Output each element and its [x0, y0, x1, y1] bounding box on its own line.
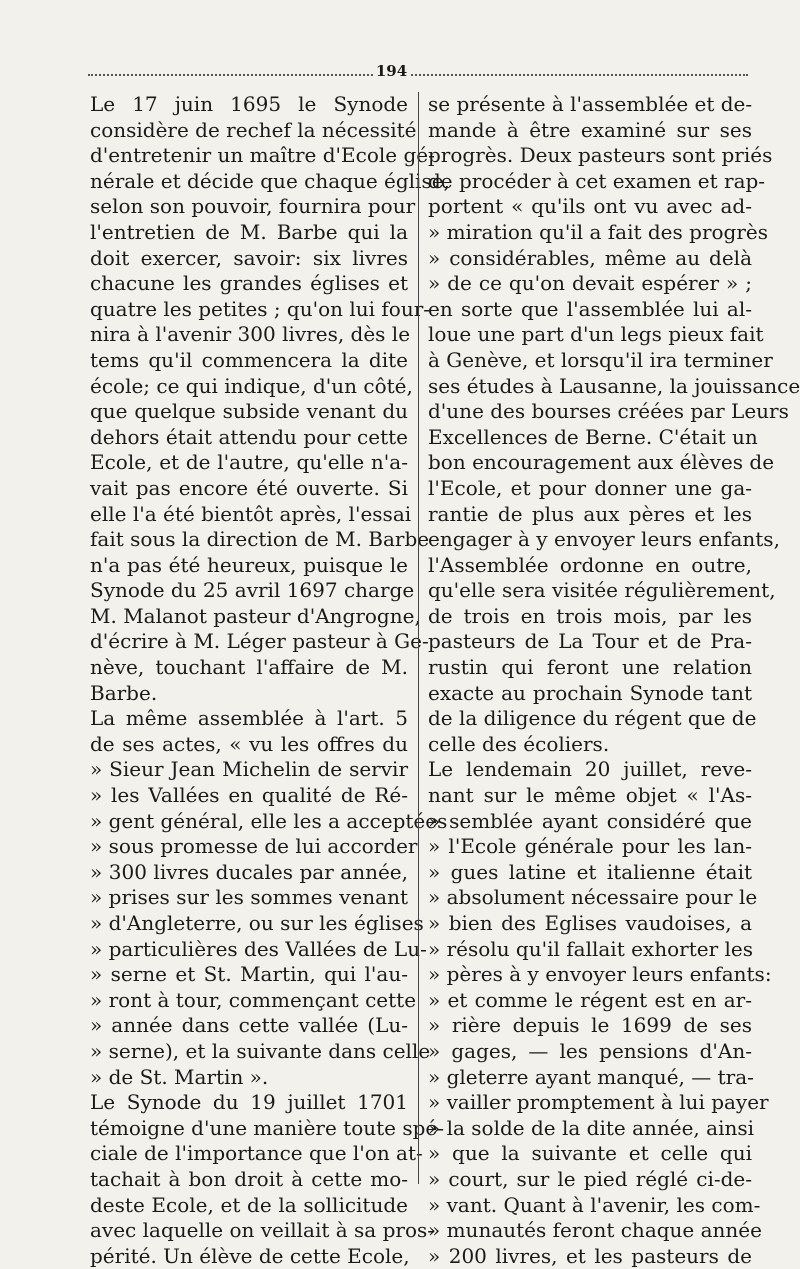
text-line: M. Malanot pasteur d'Angrogne,: [90, 603, 421, 628]
text-line: » sous promesse de lui accorder: [90, 834, 418, 859]
text-line: Le Synode du 19 juillet 1701: [90, 1090, 408, 1115]
text-line: l'Ecole, et pour donner une ga-: [428, 475, 752, 500]
text-line: » gages, — les pensions d'An-: [428, 1038, 752, 1063]
text-line: fait sous la direction de M. Barbe: [90, 527, 430, 552]
text-line: » serne et St. Martin, qui l'au-: [90, 962, 408, 987]
text-line: tems qu'il commencera la dite: [90, 347, 408, 372]
page-number-text: 194: [373, 62, 410, 80]
text-line: » gleterre ayant manqué, — tra-: [428, 1064, 754, 1089]
text-line: » résolu qu'il fallait exhorter les: [428, 936, 753, 961]
text-line: doit exercer, savoir: six livres: [90, 245, 408, 270]
text-line: nira à l'avenir 300 livres, dès le: [90, 322, 411, 347]
text-line: » les Vallées en qualité de Ré-: [90, 783, 408, 808]
text-line: l'entretien de M. Barbe qui la: [90, 219, 408, 244]
left-column: [90, 92, 450, 1269]
text-line: » gues latine et italienne était: [428, 859, 752, 884]
text-line: de procéder à cet examen et rap-: [428, 168, 766, 193]
text-line: » d'Angleterre, ou sur les églises: [90, 911, 424, 935]
text-line: » bien des Eglises vaudoises, a: [428, 911, 752, 935]
text-line: considère de rechef la nécessité: [90, 117, 417, 142]
text-line: portent « qu'ils ont vu avec ad-: [428, 194, 752, 219]
text-line: nant sur le même objet « l'As-: [428, 783, 752, 808]
text-line: d'une des bourses créées par Leurs: [428, 399, 789, 424]
text-line: périté. Un élève de cette Ecole,: [90, 1243, 410, 1268]
text-line: Le lendemain 20 juillet, reve-: [428, 757, 752, 782]
text-line: engager à y envoyer leurs enfants,: [428, 527, 780, 552]
text-line: » pères à y envoyer leurs enfants:: [428, 962, 772, 987]
text-line: en sorte que l'assemblée lui al-: [428, 296, 752, 321]
text-line: deste Ecole, et de la sollicitude: [90, 1192, 408, 1217]
text-line: » que la suivante et celle qui: [428, 1141, 752, 1166]
text-line: loue une part d'un legs pieux fait: [428, 322, 764, 347]
text-line: avec laquelle on veillait à sa pros-: [90, 1218, 435, 1243]
text-line: » Sieur Jean Michelin de servir: [90, 757, 408, 782]
text-line: tachait à bon droit à cette mo-: [90, 1166, 408, 1191]
text-line: témoigne d'une manière toute spé-: [90, 1115, 445, 1140]
text-line: qu'elle sera visitée régulièrement,: [428, 578, 776, 603]
text-line: vait pas encore été ouverte. Si: [90, 475, 408, 500]
text-line: celle des écoliers.: [428, 731, 610, 756]
text-line: selon son pouvoir, fournira pour: [90, 194, 416, 219]
column-divider: [418, 92, 419, 1184]
text-line: » 300 livres ducales par année,: [90, 859, 408, 884]
text-line: l'Assemblée ordonne en outre,: [428, 552, 752, 577]
text-line: nérale et décide que chaque église,: [90, 168, 450, 193]
text-line: Synode du 25 avril 1697 charge: [90, 578, 415, 603]
text-line: elle l'a été bientôt après, l'essai: [90, 501, 412, 526]
text-line: d'écrire à M. Léger pasteur à Ge-: [90, 629, 429, 654]
text-line: » semblée ayant considéré que: [428, 808, 752, 833]
text-line: exacte au prochain Synode tant: [428, 680, 752, 705]
text-line: chacune les grandes églises et: [90, 271, 408, 296]
text-line: de ses actes, « vu les offres du: [90, 731, 408, 756]
text-line: ses études à Lausanne, la jouissance: [428, 373, 800, 398]
text-line: rustin qui feront une relation: [428, 655, 752, 680]
text-line: » de St. Martin ».: [90, 1064, 269, 1089]
text-line: n'a pas été heureux, puisque le: [90, 552, 408, 577]
text-line: » court, sur le pied réglé ci-de-: [428, 1166, 752, 1191]
text-line: » gent général, elle les a acceptées: [90, 808, 448, 833]
text-line: école; ce qui indique, d'un côté,: [90, 373, 413, 398]
text-line: Le 17 juin 1695 le Synode: [90, 92, 408, 116]
text-line: » année dans cette vallée (Lu-: [90, 1013, 408, 1038]
text-line: se présente à l'assemblée et de-: [428, 92, 753, 116]
page-number: [0, 62, 783, 80]
text-line: » vant. Quant à l'avenir, les com-: [428, 1192, 761, 1217]
text-line: » prises sur les sommes venant: [90, 885, 408, 910]
right-column: [428, 92, 800, 1269]
text-line: » considérables, même au delà: [428, 245, 752, 270]
text-line: » rière depuis le 1699 de ses: [428, 1013, 752, 1038]
text-line: ciale de l'importance que l'on at-: [90, 1141, 423, 1166]
text-line: La même assemblée à l'art. 5: [90, 706, 408, 731]
text-line: à Genève, et lorsqu'il ira terminer: [428, 347, 773, 372]
text-line: que quelque subside venant du: [90, 399, 408, 424]
text-line: » particulières des Vallées de Lu-: [90, 936, 427, 961]
text-line: » serne), et la suivante dans celle: [90, 1038, 431, 1063]
text-line: Excellences de Berne. C'était un: [428, 424, 758, 449]
text-line: » miration qu'il a fait des progrès: [428, 219, 769, 244]
text-line: » l'Ecole générale pour les lan-: [428, 834, 752, 859]
text-line: bon encouragement aux élèves de: [428, 450, 775, 475]
text-line: » absolument nécessaire pour le: [428, 885, 758, 910]
text-line: dehors était attendu pour cette: [90, 424, 408, 449]
text-line: quatre les petites ; qu'on lui four-: [90, 296, 431, 321]
text-line: de la diligence du régent que de: [428, 706, 757, 731]
text-line: nève, touchant l'affaire de M.: [90, 655, 408, 680]
text-line: » de ce qu'on devait espérer » ;: [428, 271, 752, 296]
text-line: » 200 livres, et les pasteurs de: [428, 1243, 752, 1268]
text-line: » vailler promptement à lui payer: [428, 1090, 769, 1115]
text-line: d'entretenir un maître d'Ecole gé-: [90, 143, 435, 168]
text-line: rantie de plus aux pères et les: [428, 501, 752, 526]
text-line: de trois en trois mois, par les: [428, 603, 752, 628]
text-line: mande à être examiné sur ses: [428, 117, 752, 142]
text-line: » la solde de la dite année, ainsi: [428, 1115, 755, 1140]
text-line: Ecole, et de l'autre, qu'elle n'a-: [90, 450, 408, 475]
text-line: progrès. Deux pasteurs sont priés: [428, 143, 773, 168]
text-line: Barbe.: [90, 680, 158, 705]
text-line: » ront à tour, commençant cette: [90, 987, 417, 1012]
text-line: pasteurs de La Tour et de Pra-: [428, 629, 752, 654]
text-line: » et comme le régent est en ar-: [428, 987, 752, 1012]
text-line: » munautés feront chaque année: [428, 1218, 762, 1243]
